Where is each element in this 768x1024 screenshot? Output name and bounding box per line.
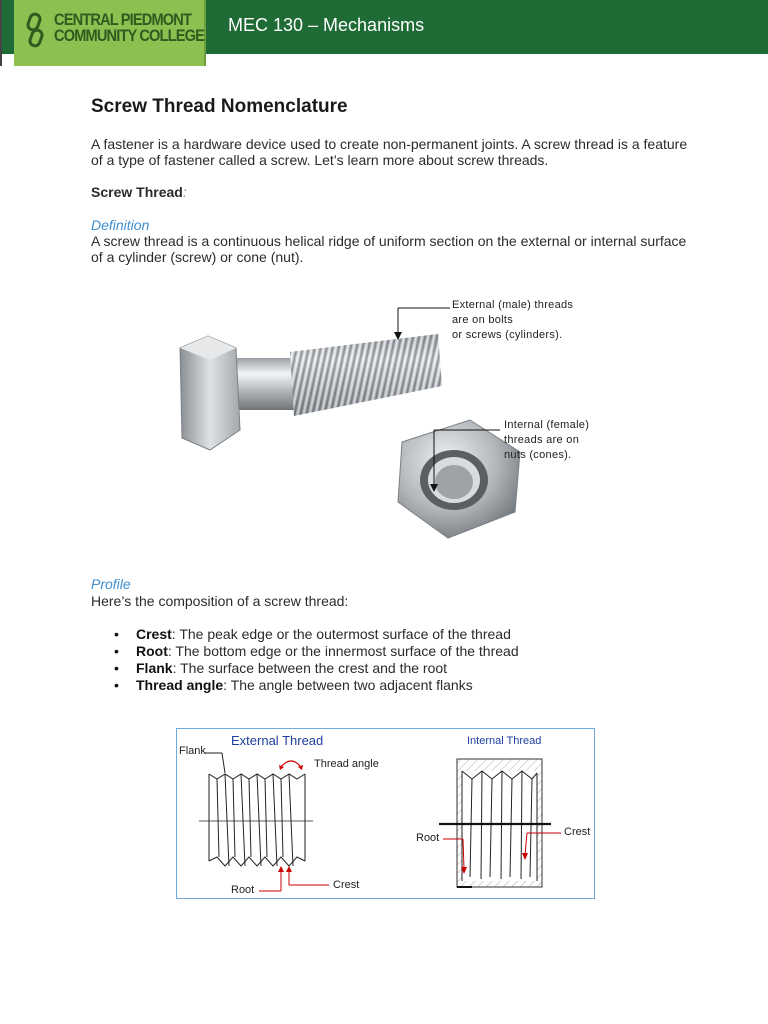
- thread-profile-diagram: [176, 728, 595, 899]
- internal-threads-label: [504, 418, 589, 463]
- internal-label-line2: threads are on: [504, 434, 580, 446]
- profile-intro: Here’s the composition of a screw thread:: [91, 593, 349, 609]
- course-title: MEC 130 – Mechanisms: [228, 15, 425, 35]
- logo-text: [54, 12, 204, 44]
- logo-line-1: CENTRAL PIEDMONT: [54, 10, 192, 29]
- internal-thread-title: Internal Thread: [467, 735, 542, 747]
- page-title: Screw Thread Nomenclature: [91, 96, 348, 117]
- list-item: [110, 677, 519, 694]
- crest-label-external: Crest: [333, 879, 360, 891]
- intro-paragraph: A fastener is a hardware device used to create non-permanent joints. A screw thread is a feature of a type of fastener called a screw. Let’s learn more about screw threads.: [91, 136, 688, 168]
- flank-label: Flank: [179, 745, 206, 757]
- logo-line-2: COMMUNITY COLLEGE: [54, 26, 205, 45]
- term-crest: Crest: [136, 626, 172, 642]
- section-heading: [91, 184, 691, 200]
- profile-heading: Profile: [91, 576, 131, 592]
- definition-thread-angle: : The angle between two adjacent flanks: [223, 677, 473, 693]
- list-item: [110, 643, 519, 660]
- external-label-line2: are on bolts: [452, 314, 514, 326]
- bolt-and-nut-figure: [170, 290, 610, 550]
- college-logo: [14, 0, 206, 66]
- term-thread-angle: Thread angle: [136, 677, 224, 693]
- crest-label-internal: Crest: [564, 826, 591, 838]
- definition-root: : The bottom edge or the innermost surface of the thread: [167, 643, 519, 659]
- definition-text: A screw thread is a continuous helical ridge of uniform section on the external or internal surface of a cylinder (screw) or cone (nut).: [91, 233, 687, 265]
- root-label-external: Root: [231, 884, 255, 896]
- definition-flank: : The surface between the crest and the root: [172, 660, 448, 676]
- section-label: Screw Thread: [91, 184, 183, 200]
- root-label-internal: Root: [416, 832, 440, 844]
- list-item: [110, 660, 519, 677]
- definition-heading: Definition: [91, 217, 150, 233]
- external-thread-title: External Thread: [231, 733, 324, 748]
- thread-diagram-drawing: [177, 729, 594, 898]
- internal-label-line1: Internal (female): [504, 419, 590, 431]
- section-colon: :: [182, 184, 187, 200]
- list-item: [110, 626, 519, 643]
- definition-crest: : The peak edge or the outermost surface of the thread: [171, 626, 511, 642]
- external-threads-label: [452, 298, 573, 343]
- term-flank: Flank: [136, 660, 173, 676]
- chain-link-icon: [24, 12, 46, 50]
- thread-angle-label: Thread angle: [314, 758, 379, 770]
- external-label-line3: or screws (cylinders).: [452, 329, 563, 341]
- external-label-line1: External (male) threads: [452, 299, 574, 311]
- term-root: Root: [136, 643, 168, 659]
- left-border: [0, 0, 2, 66]
- internal-label-line3: nuts (cones).: [504, 449, 572, 461]
- thread-terms-list: [110, 626, 519, 694]
